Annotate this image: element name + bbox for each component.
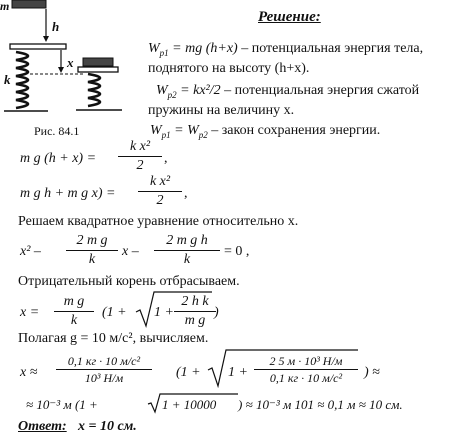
description: – закон сохранения энергии. [211, 123, 381, 138]
eq3-fraction-1 [66, 234, 118, 267]
denominator: 2 [156, 193, 164, 208]
eq3-fraction-2 [154, 234, 220, 267]
eq4-fraction [54, 295, 94, 328]
eq4-radical-fraction [174, 295, 216, 328]
eq5-fraction [56, 355, 152, 384]
eq3-mid: x – [122, 244, 139, 259]
denominator: k [70, 313, 78, 328]
equals-w: = W [174, 123, 199, 138]
solution-line-4: пружины на величину x. [148, 103, 295, 118]
w-subscript: p1 [159, 47, 169, 58]
label-x: x [67, 55, 74, 70]
denominator: 2 [136, 158, 144, 173]
eq6-start: ≈ 10⁻³ м (1 + [26, 397, 98, 412]
w-subscript: p2 [167, 89, 177, 100]
numerator: m g [63, 294, 85, 309]
eq6-rest: ) ≈ 10⁻³ м 101 ≈ 0,1 м ≈ 10 см. [238, 397, 403, 412]
w-subscript: p1 [161, 129, 171, 140]
eq2-tail: , [184, 186, 188, 201]
eq2-lhs: m g h + m g x) = [20, 186, 116, 201]
text-negative-root: Отрицательный корень отбрасываем. [18, 274, 240, 289]
solution-line-1 [148, 42, 423, 58]
formula: = kx²/2 [180, 83, 221, 98]
eq5-paren: (1 + [176, 365, 201, 380]
label-h: h [52, 19, 60, 34]
w-symbol: W [150, 123, 162, 138]
solution-line-3 [156, 84, 419, 100]
eq5-radical-fraction [254, 355, 358, 384]
eq5-lhs: x ≈ [20, 365, 38, 380]
denominator: k [88, 252, 96, 267]
eq4-lhs: x = [20, 305, 40, 320]
numerator: 2 h k [181, 294, 209, 309]
eq1-tail: , [164, 151, 168, 166]
numerator: k x² [149, 174, 171, 189]
eq6-radicand: 1 + 10000 [162, 397, 217, 412]
eq2-fraction [138, 175, 182, 208]
w-symbol: W [156, 83, 168, 98]
answer-label: Ответ: [18, 419, 67, 434]
denominator: k [183, 252, 191, 267]
numerator: 2 m g [76, 233, 108, 248]
mass-block-compressed [83, 58, 113, 66]
eq5-tail: ) ≈ [364, 365, 380, 380]
numerator: k x² [129, 139, 151, 154]
solution-line-2: поднятого на высоту (h+x). [148, 61, 310, 76]
figure-caption: Рис. 84.1 [34, 124, 80, 138]
label-m: m [0, 0, 10, 13]
eq4-one-plus: 1 + [154, 305, 174, 320]
description: – потенциальная энергия сжатой [224, 83, 420, 98]
denominator: m g [184, 313, 206, 328]
description: – потенциальная энергия тела, [241, 41, 424, 56]
w-symbol: W [148, 41, 160, 56]
text-given: Полагая g = 10 м/с², вычисляем. [18, 331, 209, 346]
label-k: k [4, 72, 11, 87]
answer-value: x = 10 см. [78, 419, 137, 434]
numerator: 2 m g h [166, 233, 208, 248]
w-subscript: p2 [198, 129, 208, 140]
formula: = mg (h+x) [172, 41, 238, 56]
solution-line-5 [150, 124, 380, 140]
numerator: 2 5 м · 10³ Н/м [269, 354, 343, 368]
denominator: 0,1 кг · 10 м/с² [269, 371, 343, 385]
eq1-lhs: m g (h + x) = [20, 151, 97, 166]
eq4-paren: (1 + [102, 305, 127, 320]
spring-diagram [0, 0, 130, 120]
eq4-close: ) [214, 305, 219, 320]
eq1-fraction [118, 140, 162, 173]
eq5-one-plus: 1 + [228, 365, 248, 380]
eq3-tail: = 0 , [224, 244, 250, 259]
solution-header: Решение: [258, 9, 321, 25]
eq3-x2: x² – [20, 244, 41, 259]
numerator: 0,1 кг · 10 м/с² [67, 354, 141, 368]
mass-block [12, 0, 46, 8]
denominator: 10³ Н/м [84, 371, 124, 385]
text-quadratic: Решаем квадратное уравнение относительно x. [18, 214, 299, 229]
platform-top [10, 44, 66, 49]
